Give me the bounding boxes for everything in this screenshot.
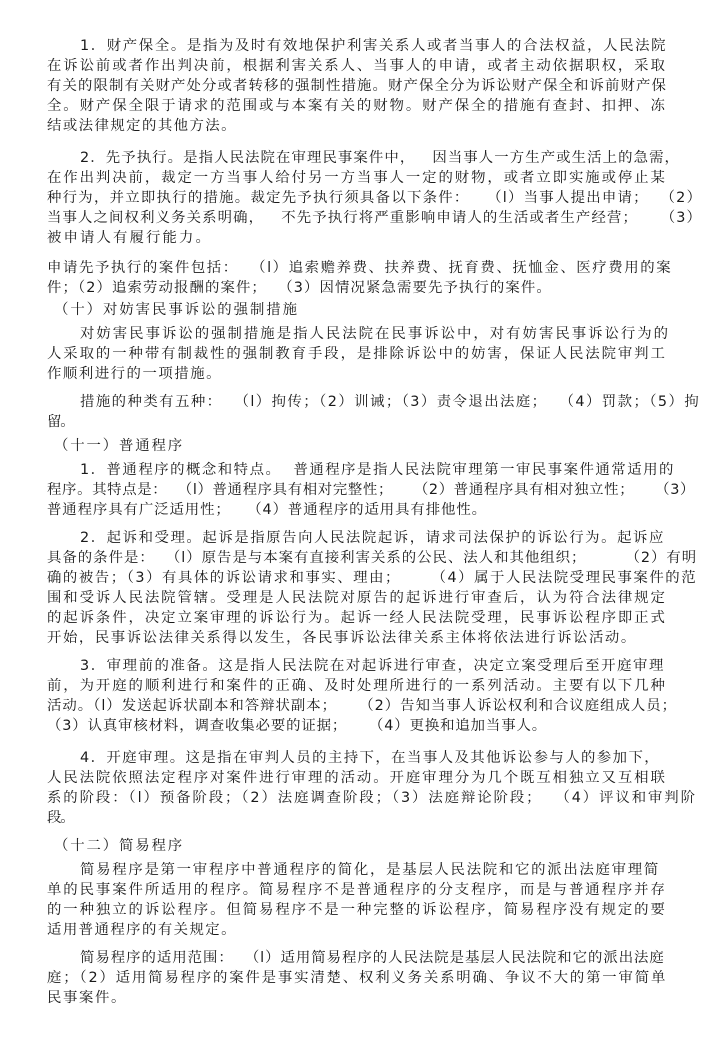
text-line: 的起诉条件，决定立案审理的诉讼行为。起诉一经人民法院受理，民事诉讼程序即正式 [47,610,667,626]
text-line: 被申请人有履行能力。 [47,230,213,246]
text-line: 活动。（l）发送起诉状副本和答辩状副本； （2）告知当事人诉讼权利和合议庭组成人员； [47,698,678,714]
text-line: 申请先予执行的案件包括： （l）追索赡养费、扶养费、抚育费、抚恤金、医疗费用的案 [47,260,673,276]
text-line: 确的被告；（3）有具体的诉讼请求和事实、理由； （4）属于人民法院受理民事案件的范 [47,570,698,586]
text-line: 结或法律规定的其他方法。 [47,118,237,134]
text-line: 2．起诉和受理。起诉是指原告向人民法院起诉，请求司法保护的诉讼行为。起诉应 [80,530,665,546]
text-line: 简易程序的适用范围： （l）适用简易程序的人民法院是基层人民法院和它的派出法庭 [80,950,665,966]
text-line: 3．审理前的准备。这是指人民法院在对起诉进行审查，决定立案受理后至开庭审理 [80,658,665,674]
text-line: 有关的限制有关财产处分或者转移的强制性措施。财产保全分为诉讼财产保全和诉前财产保 [47,78,668,94]
text-line: 庭；（2）适用简易程序的案件是事实清楚、权利义务关系明确、争议不大的第一审简单 [47,970,668,986]
text-line: 的一种独立的诉讼程序。但简易程序不是一种完整的诉讼程序，简易程序没有规定的要 [47,902,667,918]
text-line: 段。 [47,810,74,826]
text-line: 4．开庭审理。这是指在审判人员的主持下，在当事人及其他诉讼参与人的参加下， [80,750,661,766]
section-heading: （十）对妨害民事诉讼的强制措施 [54,302,299,318]
text-line: 作顺利进行的一项措施。 [47,366,223,382]
text-line: 简易程序是第一审程序中普通程序的简化，是基层人民法院和它的派出法庭审理简 [80,862,660,878]
text-line: 人采取的一种带有制裁性的强制教育手段，是排除诉讼中的妨害，保证人民法院审判工 [47,346,667,362]
text-line: 具备的条件是： （l）原告是与本案有直接利害关系的公民、法人和其他组织； （2）有明 [47,550,698,566]
text-line: 开始，民事诉讼法律关系得以发生，各民事诉讼法律关系主体将依法进行诉讼活动。 [47,630,637,646]
section-heading: （十二）简易程序 [54,838,185,854]
text-line: 件；（2）追索劳动报酬的案件； （3）因情况紧急需要先予执行的案件。 [47,280,552,296]
text-line: 程序。其特点是： （l）普通程序具有相对完整性； （2）普通程序具有相对独立性； （3） [47,482,696,498]
text-line: 人民法院依照法定程序对案件进行审理的活动。开庭审理分为几个既互相独立又互相联 [47,770,667,786]
text-line: 在诉讼前或者作出判决前，根据利害关系人、当事人的申请，或者主动依据职权，采取 [47,58,667,74]
section-heading: （十一）普通程序 [54,438,185,454]
text-line: 1．财产保全。是指为及时有效地保护利害关系人或者当事人的合法权益，人民法院 [80,38,668,54]
text-line: 围和受诉人民法院管辖。受理是人民法院对原告的起诉进行审查后，认为符合法律规定 [47,590,667,606]
text-line: 普通程序具有广泛适用性； （4）普通程序的适用具有排他性。 [47,502,487,518]
text-line: 2．先予执行。是指人民法院在审理民事案件中， 因当事人一方生产或生活上的急需， [80,150,681,166]
text-line: 民事案件。 [47,990,128,1006]
text-line: 1．普通程序的概念和特点。 普通程序是指人民法院审理第一审民事案件通常适用的 [80,462,675,478]
text-line: 当事人之间权利义务关系明确， 不先予执行将严重影响申请人的生活或者生产经营； （3） [47,210,703,226]
text-line: 前，为开庭的顺利进行和案件的正确、及时处理所进行的一系列活动。主要有以下几种 [47,678,667,694]
text-line: 全。财产保全限于请求的范围或与本案有关的财物。财产保全的措施有查封、扣押、冻 [47,98,667,114]
text-line: 系的阶段：（l）预备阶段；（2）法庭调查阶段；（3）法庭辩论阶段； （4）评议和审判阶 [47,790,697,806]
text-line: 措施的种类有五种： （l）拘传；（2）训诫；（3）责令退出法庭； （4）罚款；（5）拘 [80,394,701,410]
text-line: 留。 [47,414,74,430]
text-line: 适用普通程序的有关规定。 [47,922,237,938]
text-line: 单的民事案件所适用的程序。简易程序不是普通程序的分支程序，而是与普通程序并存 [47,882,667,898]
text-line: 在作出判决前，裁定一方当事人给付另一方当事人一定的财物，或者立即实施或停止某 [47,170,667,186]
text-line: （3）认真审核材料，调查收集必要的证据； （4）更换和追加当事人。 [47,718,548,734]
text-line: 对妨害民事诉讼的强制措施是指人民法院在民事诉讼中，对有妨害民事诉讼行为的 [80,326,671,342]
text-line: 种行为，并立即执行的措施。裁定先予执行须具备以下条件： （l）当事人提出申请； （2） [47,190,703,206]
